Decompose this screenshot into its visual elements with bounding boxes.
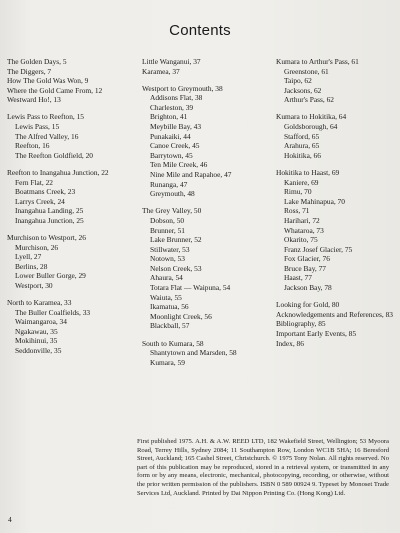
contents-section xyxy=(276,168,398,293)
contents-entry: Little Wanganui, 37 xyxy=(142,57,201,66)
contents-subentry: Whataroa, 73 xyxy=(284,225,324,235)
contents-subentry: Fern Flat, 22 xyxy=(15,177,53,187)
contents-subentry: Harihari, 72 xyxy=(284,215,320,225)
contents-subentry: Punakaiki, 44 xyxy=(150,131,191,141)
contents-subentry: Berlins, 28 xyxy=(15,261,48,271)
contents-entry: Reefton to Inangahua Junction, 22 xyxy=(7,167,109,177)
contents-subentry: Bruce Bay, 77 xyxy=(284,263,327,273)
contents-section xyxy=(7,233,147,291)
contents-subentry: Kaniere, 69 xyxy=(284,177,319,187)
contents-subentry: Canoe Creek, 45 xyxy=(150,141,200,151)
contents-subentry: Greenstone, 61 xyxy=(284,66,329,76)
contents-entry: Hokitika to Haast, 69 xyxy=(276,167,340,177)
contents-subentry: Arahura, 65 xyxy=(284,141,320,151)
contents-subentry: Stillwater, 53 xyxy=(150,244,190,254)
contents-subentry: Taipo, 62 xyxy=(284,76,312,86)
contents-subentry: Brighton, 41 xyxy=(150,112,188,122)
contents-entry: Acknowledgements and References, 83 xyxy=(276,309,393,319)
contents-subentry: The Buller Coalfields, 33 xyxy=(15,307,91,317)
contents-subentry: Arthur's Pass, 62 xyxy=(284,95,334,105)
contents-subentry: Westport, 30 xyxy=(15,280,53,290)
contents-subentry: Blackball, 57 xyxy=(150,321,190,331)
contents-subentry: The Reefton Goldfield, 20 xyxy=(15,150,93,160)
contents-subentry: Lewis Pass, 15 xyxy=(15,122,60,132)
contents-column-1 xyxy=(7,57,147,363)
contents-section xyxy=(142,206,277,331)
contents-subentry: Totara Flat — Waipuna, 54 xyxy=(150,283,231,293)
contents-subentry: Barrytown, 45 xyxy=(150,150,193,160)
contents-subentry: Charleston, 39 xyxy=(150,102,194,112)
contents-section xyxy=(7,298,147,356)
contents-subentry: Addisons Flat, 38 xyxy=(150,93,203,103)
contents-section xyxy=(7,57,147,105)
contents-entry: Karamea, 37 xyxy=(142,66,180,76)
contents-subentry: Boatmans Creek, 23 xyxy=(15,187,76,197)
page-title: Contents xyxy=(169,22,231,39)
contents-section xyxy=(276,112,398,160)
contents-subentry: Hokitika, 66 xyxy=(284,150,321,160)
contents-section xyxy=(276,57,398,105)
contents-subentry: Seddonville, 35 xyxy=(15,346,62,356)
contents-subentry: Ahaura, 54 xyxy=(150,273,183,283)
contents-subentry: Ten Mile Creek, 46 xyxy=(150,160,208,170)
contents-section xyxy=(142,84,277,199)
contents-subentry: Stafford, 65 xyxy=(284,131,320,141)
contents-subentry: Murchison, 26 xyxy=(15,242,59,252)
contents-subentry: Goldsborough, 64 xyxy=(284,122,338,132)
publication-info: First published 1975. A.H. & A.W. REED LTD, 182 Wakefield Street, Wellington; 53 Myoora Road, Terrey Hills, Sydney 2084; 11 Southampton Row, London WC1B 5HA; 16 Beresford Street, Auckland; 165 Cashel Street, Christchurch. © 1975 Tony Nolan. All rights reserved. No part of this publication may be reproduced, stored in a retrieval system, or transmitted in any form or by any means, electronic, mechanical, photocopying, recording, or otherwise, without the prior written permission of the publishers. ISBN 0 589 00924 9. Typeset by Monoset Trade Services Ltd, Auckland. Printed by Dai Nippon Printing Co. (Hong Kong) Ltd. xyxy=(137,438,389,497)
contents-subentry: Lake Brunner, 52 xyxy=(150,235,202,245)
contents-subentry: Rimu, 70 xyxy=(284,187,312,197)
contents-entry: The Golden Days, 5 xyxy=(7,57,67,66)
contents-subentry: Brunner, 51 xyxy=(150,225,186,235)
contents-subentry: Fox Glacier, 76 xyxy=(284,254,330,264)
contents-subentry: Moonlight Creek, 56 xyxy=(150,311,212,321)
contents-subentry: Okarito, 75 xyxy=(284,235,318,245)
contents-subentry: Jacksons, 62 xyxy=(284,85,322,95)
contents-subentry: Mokihinui, 35 xyxy=(15,336,58,346)
contents-entry: Looking for Gold, 80 xyxy=(276,300,340,310)
contents-entry: Bibliography, 85 xyxy=(276,319,326,329)
contents-subentry: Runanga, 47 xyxy=(150,179,188,189)
contents-entry: Westport to Greymouth, 38 xyxy=(142,83,223,93)
contents-section xyxy=(142,339,277,368)
contents-subentry: Notown, 53 xyxy=(150,254,185,264)
contents-entry: South to Kumara, 58 xyxy=(142,338,204,348)
contents-subentry: Franz Josef Glacier, 75 xyxy=(284,244,353,254)
contents-subentry: Haast, 77 xyxy=(284,273,312,283)
contents-subentry: Nine Mile and Rapahoe, 47 xyxy=(150,170,232,180)
contents-entry: The Grey Valley, 50 xyxy=(142,206,202,216)
contents-subentry: The Alfred Valley, 16 xyxy=(15,131,79,141)
contents-subentry: Lower Buller Gorge, 29 xyxy=(15,271,86,281)
contents-subentry: Dobson, 50 xyxy=(150,215,185,225)
contents-subentry: Jackson Bay, 78 xyxy=(284,283,332,293)
contents-entry: Kumara to Hokitika, 64 xyxy=(276,112,347,122)
contents-subentry: Inangahua Junction, 25 xyxy=(15,215,84,225)
contents-entry: North to Karamea, 33 xyxy=(7,298,72,308)
contents-entry: The Diggers, 7 xyxy=(7,66,52,76)
contents-column-2 xyxy=(142,57,277,375)
contents-subentry: Meybille Bay, 43 xyxy=(150,122,202,132)
contents-entry: Kumara to Arthur's Pass, 61 xyxy=(276,57,359,66)
contents-subentry: Lake Mahinapua, 70 xyxy=(284,196,345,206)
contents-section xyxy=(7,168,147,226)
contents-subentry: Waimangaroa, 34 xyxy=(15,317,67,327)
contents-section xyxy=(7,112,147,160)
contents-subentry: Inangahua Landing, 25 xyxy=(15,206,84,216)
contents-subentry: Kumara, 59 xyxy=(150,357,185,367)
contents-entry: How The Gold Was Won, 9 xyxy=(7,76,89,86)
contents-subentry: Nelson Creek, 53 xyxy=(150,263,202,273)
contents-entry: Murchison to Westport, 26 xyxy=(7,233,86,242)
contents-section xyxy=(276,300,398,348)
contents-entry: Index, 86 xyxy=(276,338,304,348)
contents-column-3 xyxy=(276,57,398,356)
contents-entry: Important Early Events, 85 xyxy=(276,328,357,338)
contents-subentry: Shantytown and Marsden, 58 xyxy=(150,348,237,358)
contents-subentry: Ikamatua, 56 xyxy=(150,302,189,312)
contents-subentry: Ngakawau, 35 xyxy=(15,326,58,336)
contents-subentry: Ross, 71 xyxy=(284,206,310,216)
contents-subentry: Larrys Creek, 24 xyxy=(15,196,65,206)
contents-subentry: Waiuta, 55 xyxy=(150,292,182,302)
page-number: 4 xyxy=(8,515,12,524)
contents-entry: Lewis Pass to Reefton, 15 xyxy=(7,112,84,122)
contents-subentry: Greymouth, 48 xyxy=(150,189,195,199)
contents-section xyxy=(142,57,277,76)
contents-entry: Where the Gold Came From, 12 xyxy=(7,85,103,95)
contents-subentry: Lyell, 27 xyxy=(15,252,42,262)
contents-subentry: Reefton, 16 xyxy=(15,141,50,151)
contents-entry: Westward Ho!, 13 xyxy=(7,95,61,105)
